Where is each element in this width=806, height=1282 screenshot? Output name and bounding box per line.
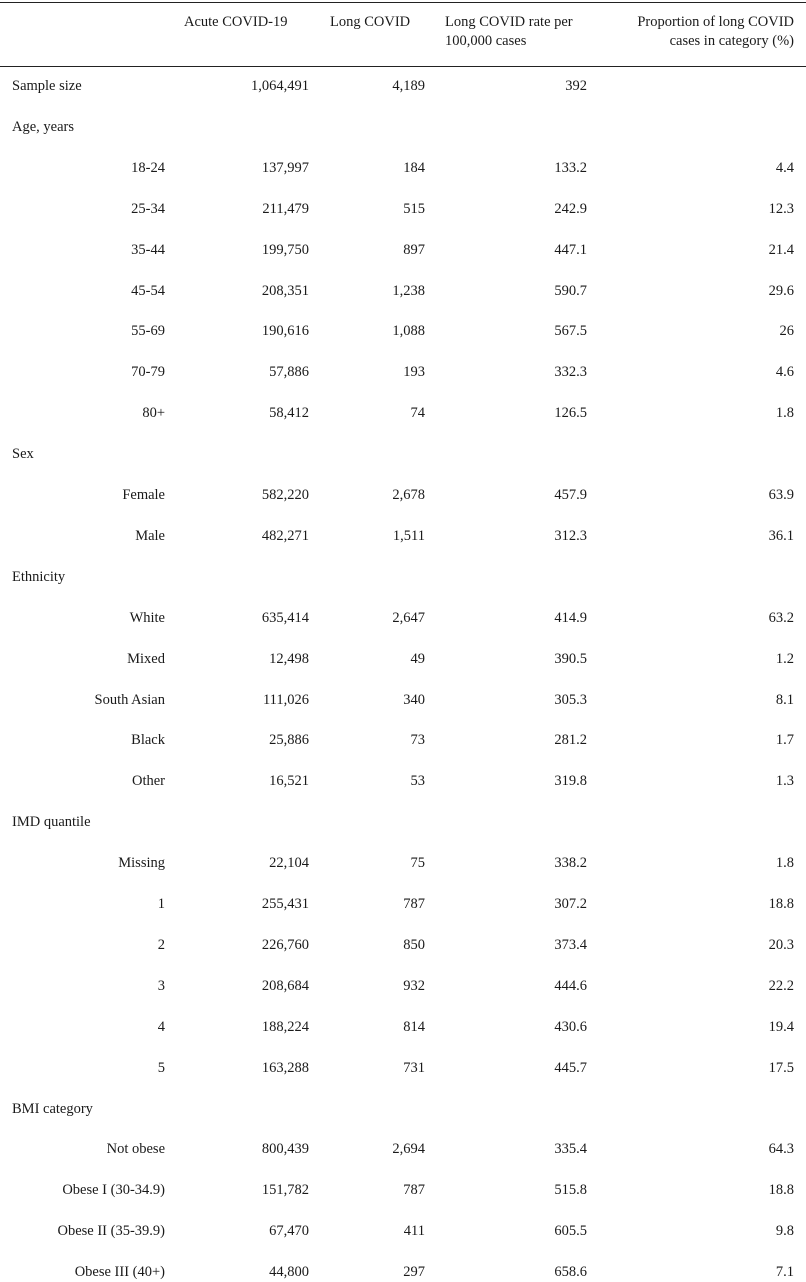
table-row xyxy=(0,894,806,914)
row-label: Black xyxy=(131,732,165,748)
row-label: Obese III (40+) xyxy=(74,1264,165,1280)
acute-covid-cell: 163,288 xyxy=(261,1060,309,1076)
long-covid-cell: 897 xyxy=(403,242,425,258)
table-row xyxy=(0,403,806,423)
rate-cell: 281.2 xyxy=(554,732,587,748)
acute-covid-cell: 635,414 xyxy=(261,610,309,626)
acute-covid-cell: 582,220 xyxy=(261,487,309,503)
proportion-cell: 29.6 xyxy=(768,283,794,299)
table-row xyxy=(0,1221,806,1241)
proportion-cell: 21.4 xyxy=(768,242,794,258)
long-covid-cell: 73 xyxy=(410,732,425,748)
table-row xyxy=(0,117,806,137)
proportion-cell: 17.5 xyxy=(768,1060,794,1076)
acute-covid-cell: 208,351 xyxy=(261,283,309,299)
rate-cell: 590.7 xyxy=(554,283,587,299)
rate-cell: 605.5 xyxy=(554,1223,587,1239)
table-row xyxy=(0,1017,806,1037)
rate-cell: 447.1 xyxy=(554,242,587,258)
header-rate: Long COVID rate per 100,000 cases xyxy=(445,14,573,49)
table-row xyxy=(0,812,806,832)
long-covid-cell: 193 xyxy=(403,364,425,380)
table-row xyxy=(0,1139,806,1159)
acute-covid-cell: 255,431 xyxy=(261,896,309,912)
rate-cell: 445.7 xyxy=(554,1060,587,1076)
proportion-cell: 36.1 xyxy=(768,528,794,544)
long-covid-cell: 1,511 xyxy=(392,528,425,544)
table-row xyxy=(0,199,806,219)
proportion-cell: 18.8 xyxy=(768,896,794,912)
acute-covid-cell: 199,750 xyxy=(261,242,309,258)
long-covid-cell: 340 xyxy=(403,692,425,708)
table-row xyxy=(0,526,806,546)
long-covid-cell: 74 xyxy=(410,405,425,421)
acute-covid-cell: 22,104 xyxy=(269,855,309,871)
rate-cell: 305.3 xyxy=(554,692,587,708)
proportion-cell: 1.2 xyxy=(775,651,794,667)
long-covid-cell: 814 xyxy=(403,1019,425,1035)
row-label: 4 xyxy=(157,1019,165,1035)
proportion-cell: 63.9 xyxy=(768,487,794,503)
proportion-cell: 4.6 xyxy=(775,364,794,380)
long-covid-cell: 4,189 xyxy=(392,78,425,94)
table-row xyxy=(0,935,806,955)
table-row xyxy=(0,362,806,382)
proportion-cell: 8.1 xyxy=(775,692,794,708)
long-covid-cell: 787 xyxy=(403,1182,425,1198)
row-label: Sample size xyxy=(12,78,82,94)
row-label: Female xyxy=(122,487,165,503)
row-label: 5 xyxy=(157,1060,165,1076)
row-label: Missing xyxy=(118,855,165,871)
row-label: 3 xyxy=(157,978,165,994)
row-label: Age, years xyxy=(12,119,75,135)
table-row xyxy=(0,690,806,710)
long-covid-cell: 2,647 xyxy=(392,610,425,626)
acute-covid-cell: 800,439 xyxy=(261,1141,309,1157)
long-covid-cell: 1,088 xyxy=(392,323,425,339)
row-label: Mixed xyxy=(127,651,165,667)
row-label: 18-24 xyxy=(131,160,165,176)
acute-covid-cell: 58,412 xyxy=(269,405,309,421)
long-covid-cell: 2,694 xyxy=(392,1141,425,1157)
row-label: Other xyxy=(131,773,165,789)
proportion-cell: 12.3 xyxy=(768,201,794,217)
proportion-cell: 1.8 xyxy=(775,855,794,871)
rate-cell: 392 xyxy=(565,78,587,94)
long-covid-cell: 850 xyxy=(403,937,425,953)
table-row xyxy=(0,76,806,96)
row-label: 45-54 xyxy=(131,283,165,299)
proportion-cell: 1.8 xyxy=(775,405,794,421)
row-label: 2 xyxy=(157,937,165,953)
long-covid-cell: 2,678 xyxy=(392,487,425,503)
proportion-cell: 19.4 xyxy=(768,1019,794,1035)
table-row xyxy=(0,1262,806,1282)
long-covid-cell: 515 xyxy=(403,201,425,217)
proportion-cell: 4.4 xyxy=(775,160,794,176)
acute-covid-cell: 190,616 xyxy=(261,323,309,339)
table-row xyxy=(0,567,806,587)
rate-cell: 335.4 xyxy=(554,1141,587,1157)
proportion-cell: 1.3 xyxy=(775,773,794,789)
acute-covid-cell: 57,886 xyxy=(269,364,309,380)
proportion-cell: 1.7 xyxy=(775,732,794,748)
row-label: Not obese xyxy=(106,1141,165,1157)
long-covid-cell: 1,238 xyxy=(392,283,425,299)
long-covid-cell: 731 xyxy=(403,1060,425,1076)
acute-covid-cell: 67,470 xyxy=(269,1223,309,1239)
row-label: IMD quantile xyxy=(12,814,91,830)
rate-cell: 444.6 xyxy=(554,978,587,994)
acute-covid-cell: 137,997 xyxy=(261,160,309,176)
long-covid-cell: 411 xyxy=(403,1223,425,1239)
top-rule xyxy=(0,2,806,3)
rate-cell: 414.9 xyxy=(554,610,587,626)
rate-cell: 312.3 xyxy=(554,528,587,544)
acute-covid-cell: 208,684 xyxy=(261,978,309,994)
proportion-cell: 20.3 xyxy=(768,937,794,953)
rate-cell: 430.6 xyxy=(554,1019,587,1035)
long-covid-cell: 787 xyxy=(403,896,425,912)
acute-covid-cell: 151,782 xyxy=(261,1182,309,1198)
table-row xyxy=(0,240,806,260)
table-row xyxy=(0,853,806,873)
long-covid-cell: 932 xyxy=(403,978,425,994)
acute-covid-cell: 1,064,491 xyxy=(251,78,309,94)
rate-cell: 319.8 xyxy=(554,773,587,789)
header-acute-covid: Acute COVID-19 xyxy=(184,14,288,30)
row-label: South Asian xyxy=(94,692,165,708)
row-label: BMI category xyxy=(12,1101,93,1117)
acute-covid-cell: 188,224 xyxy=(261,1019,309,1035)
table-row xyxy=(0,608,806,628)
table-row xyxy=(0,976,806,996)
long-covid-cell: 75 xyxy=(410,855,425,871)
long-covid-cell: 297 xyxy=(403,1264,425,1280)
rate-cell: 242.9 xyxy=(554,201,587,217)
row-label: 70-79 xyxy=(131,364,165,380)
acute-covid-cell: 226,760 xyxy=(261,937,309,953)
proportion-cell: 18.8 xyxy=(768,1182,794,1198)
rate-cell: 332.3 xyxy=(554,364,587,380)
row-label: 25-34 xyxy=(131,201,165,217)
proportion-cell: 9.8 xyxy=(775,1223,794,1239)
row-label: 55-69 xyxy=(131,323,165,339)
rate-cell: 390.5 xyxy=(554,651,587,667)
table-row xyxy=(0,1099,806,1119)
long-covid-cell: 49 xyxy=(410,651,425,667)
header-proportion: Proportion of long COVID cases in category (%) xyxy=(637,14,794,49)
rate-cell: 515.8 xyxy=(554,1182,587,1198)
row-label: Male xyxy=(135,528,165,544)
table-row xyxy=(0,485,806,505)
rate-cell: 338.2 xyxy=(554,855,587,871)
rate-cell: 133.2 xyxy=(554,160,587,176)
proportion-cell: 63.2 xyxy=(768,610,794,626)
row-label: Sex xyxy=(12,446,34,462)
rate-cell: 457.9 xyxy=(554,487,587,503)
acute-covid-cell: 25,886 xyxy=(269,732,309,748)
acute-covid-cell: 211,479 xyxy=(262,201,309,217)
proportion-cell: 7.1 xyxy=(775,1264,794,1280)
long-covid-cell: 53 xyxy=(410,773,425,789)
table-row xyxy=(0,730,806,750)
acute-covid-cell: 16,521 xyxy=(269,773,309,789)
long-covid-cell: 184 xyxy=(403,160,425,176)
table-row xyxy=(0,321,806,341)
rate-cell: 373.4 xyxy=(554,937,587,953)
acute-covid-cell: 12,498 xyxy=(269,651,309,667)
header-rule xyxy=(0,66,806,67)
row-label: Ethnicity xyxy=(12,569,66,585)
proportion-cell: 64.3 xyxy=(768,1141,794,1157)
table-row xyxy=(0,1058,806,1078)
rate-cell: 307.2 xyxy=(554,896,587,912)
proportion-cell: 22.2 xyxy=(768,978,794,994)
header-long-covid: Long COVID xyxy=(330,14,411,30)
acute-covid-cell: 111,026 xyxy=(262,692,309,708)
row-label: Obese II (35-39.9) xyxy=(57,1223,165,1239)
acute-covid-cell: 482,271 xyxy=(261,528,309,544)
table-row xyxy=(0,444,806,464)
row-label: White xyxy=(129,610,165,626)
row-label: 80+ xyxy=(142,405,165,421)
rate-cell: 658.6 xyxy=(554,1264,587,1280)
rate-cell: 126.5 xyxy=(554,405,587,421)
row-label: 35-44 xyxy=(131,242,165,258)
proportion-cell: 26 xyxy=(779,323,794,339)
table-row xyxy=(0,649,806,669)
row-label: 1 xyxy=(157,896,165,912)
table-row xyxy=(0,281,806,301)
table-row xyxy=(0,1180,806,1200)
table-row xyxy=(0,771,806,791)
row-label: Obese I (30-34.9) xyxy=(62,1182,165,1198)
rate-cell: 567.5 xyxy=(554,323,587,339)
table-row xyxy=(0,158,806,178)
acute-covid-cell: 44,800 xyxy=(269,1264,309,1280)
